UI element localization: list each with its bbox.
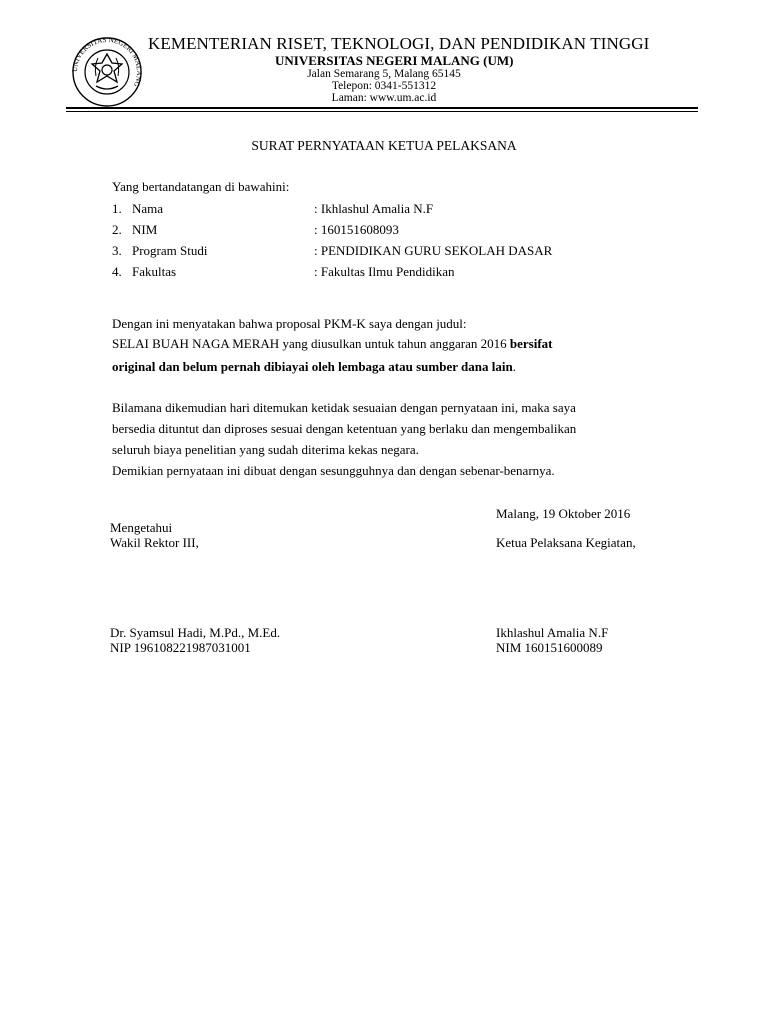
university-name: UNIVERSITAS NEGERI MALANG (UM)	[275, 53, 514, 68]
field-label-nim: NIM	[132, 222, 158, 237]
field-number: 3.	[112, 243, 122, 258]
field-number: 2.	[112, 222, 122, 237]
statement-title-text: SELAI BUAH NAGA MERAH yang diusulkan untuk tahun anggaran 2016	[112, 336, 510, 351]
field-value-nama: : Ikhlashul Amalia N.F	[314, 201, 434, 216]
left-signer-id: NIP 196108221987031001	[110, 640, 251, 655]
field-label-fakultas: Fakultas	[132, 264, 177, 279]
statement-line-2	[112, 336, 553, 352]
consequence-line-3: seluruh biaya penelitian yang sudah diterima kekas negara.	[112, 442, 419, 457]
closing-line: Demikian pernyataan ini dibuat dengan sesungguhnya dan dengan sebenar-benarnya.	[112, 463, 555, 478]
address-line: Jalan Semarang 5, Malang 65145	[307, 68, 461, 80]
field-value-nim: : 160151608093	[314, 222, 399, 237]
statement-line-3	[112, 359, 516, 375]
statement-bold-text: original dan belum pernah dibiayai oleh lembaga atau sumber dana lain	[112, 359, 513, 374]
field-value-fakultas: : Fakultas Ilmu Pendidikan	[314, 264, 455, 279]
logo-ring-text: UNIVERSITAS NEGERI MALANG	[70, 36, 144, 88]
website-line: Laman: www.um.ac.id	[331, 92, 437, 104]
document-title: SURAT PERNYATAAN KETUA PELAKSANA	[251, 138, 517, 153]
field-value-program-studi: : PENDIDIKAN GURU SEKOLAH DASAR	[314, 243, 553, 258]
intro-text: Yang bertandatangan di bawahini:	[112, 179, 290, 194]
field-label-program-studi: Program Studi	[132, 243, 208, 258]
phone-line: Telepon: 0341-551312	[331, 80, 437, 92]
left-sign-caption-1: Mengetahui	[110, 520, 173, 535]
header-rule-thick	[66, 107, 698, 109]
consequence-line-2: bersedia dituntut dan diproses sesuai dengan ketentuan yang berlaku dan mengembalikan	[112, 421, 577, 436]
field-number: 1.	[112, 201, 122, 216]
statement-bold-text: bersifat	[509, 336, 553, 351]
consequence-line-1: Bilamana dikemudian hari ditemukan ketidak sesuaian dengan pernyataan ini, maka saya	[112, 400, 576, 415]
right-sign-caption: Ketua Pelaksana Kegiatan,	[496, 535, 636, 550]
ministry-name: KEMENTERIAN RISET, TEKNOLOGI, DAN PENDIDIKAN TINGGI	[148, 34, 650, 53]
left-signer-name: Dr. Syamsul Hadi, M.Pd., M.Ed.	[110, 625, 281, 640]
right-signer-id: NIM 160151600089	[496, 640, 603, 655]
field-label-nama: Nama	[132, 201, 164, 216]
place-date: Malang, 19 Oktober 2016	[496, 506, 631, 521]
field-number: 4.	[112, 264, 122, 279]
left-sign-caption-2: Wakil Rektor III,	[110, 535, 199, 550]
right-signer-name: Ikhlashul Amalia N.F	[496, 625, 609, 640]
statement-period: .	[512, 359, 516, 374]
header-rule-thin	[66, 111, 698, 112]
statement-line-1: Dengan ini menyatakan bahwa proposal PKM-K saya dengan judul:	[112, 316, 467, 331]
